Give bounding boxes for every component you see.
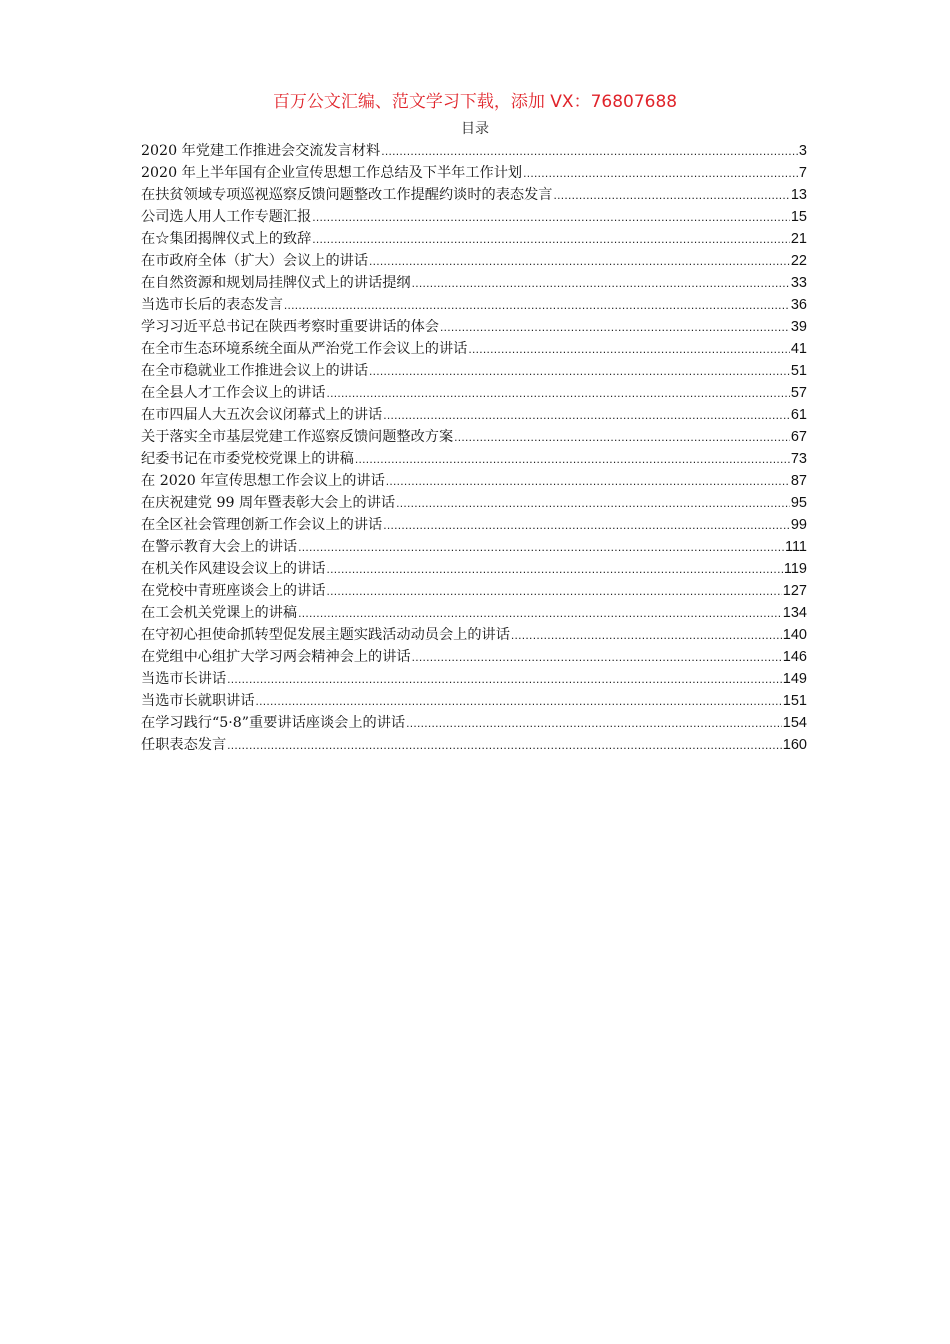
toc-entry-page: 15 xyxy=(790,209,807,225)
dot-leader xyxy=(369,360,790,382)
toc-entry-title: 在☆集团揭牌仪式上的致辞 xyxy=(141,231,312,247)
dot-leader xyxy=(326,558,782,580)
toc-entry-page: 36 xyxy=(790,297,807,313)
dot-leader xyxy=(511,624,782,646)
toc-entry[interactable] xyxy=(141,272,807,294)
toc-entry-title: 在全市稳就业工作推进会议上的讲话 xyxy=(141,363,369,379)
toc-entry-title: 在全县人才工作会议上的讲话 xyxy=(141,385,326,401)
toc-entry-title: 在机关作风建设会议上的讲话 xyxy=(141,561,326,577)
toc-entry-page: 160 xyxy=(782,737,807,753)
toc-entry-page: 119 xyxy=(783,561,807,577)
toc-entry-title: 在扶贫领域专项巡视巡察反馈问题整改工作提醒约谈时的表态发言 xyxy=(141,187,553,203)
dot-leader xyxy=(326,580,781,602)
toc-entry[interactable] xyxy=(141,536,807,558)
dot-leader xyxy=(396,492,790,514)
dot-leader xyxy=(355,448,790,470)
toc-entry-title: 关于落实全市基层党建工作巡察反馈问题整改方案 xyxy=(141,429,454,445)
toc-entry-title: 在警示教育大会上的讲话 xyxy=(141,539,298,555)
dot-leader xyxy=(406,712,782,734)
dot-leader xyxy=(227,668,782,690)
toc-entry-page: 140 xyxy=(782,627,807,643)
dot-leader xyxy=(326,382,789,404)
toc-entry[interactable] xyxy=(141,404,807,426)
toc-entry-page: 154 xyxy=(782,715,807,731)
toc-entry-title: 2020 年党建工作推进会交流发言材料 xyxy=(141,143,381,159)
toc-heading: 目录 xyxy=(461,121,489,137)
toc-entry-page: 57 xyxy=(790,385,807,401)
toc-entry-page: 146 xyxy=(782,649,807,665)
dot-leader xyxy=(256,690,782,712)
toc-entry[interactable] xyxy=(141,668,807,690)
dot-leader xyxy=(227,734,782,756)
dot-leader xyxy=(383,514,790,536)
toc-entry[interactable] xyxy=(141,228,807,250)
toc-entry-title: 在庆祝建党 99 周年暨表彰大会上的讲话 xyxy=(141,495,396,511)
toc-entry[interactable] xyxy=(141,250,807,272)
toc-entry-page: 95 xyxy=(790,495,807,511)
toc-entry[interactable] xyxy=(141,338,807,360)
toc-entry[interactable] xyxy=(141,382,807,404)
dot-leader xyxy=(412,272,790,294)
toc-entry[interactable] xyxy=(141,448,807,470)
toc-entry[interactable] xyxy=(141,712,807,734)
toc-entry-title: 在全区社会管理创新工作会议上的讲话 xyxy=(141,517,383,533)
toc-entry[interactable] xyxy=(141,206,807,228)
toc-entry-title: 当选市长讲话 xyxy=(141,671,227,687)
dot-leader xyxy=(381,140,798,162)
toc-entry-page: 22 xyxy=(790,253,807,269)
toc-entry-page: 151 xyxy=(782,693,807,709)
toc-entry-page: 7 xyxy=(798,165,807,181)
toc-entry[interactable] xyxy=(141,624,807,646)
dot-leader xyxy=(284,294,790,316)
toc-entry[interactable] xyxy=(141,140,807,162)
toc-entry-title: 任职表态发言 xyxy=(141,737,227,753)
dot-leader xyxy=(468,338,790,360)
toc-entry[interactable] xyxy=(141,360,807,382)
toc-entry-title: 在守初心担使命抓转型促发展主题实践活动动员会上的讲话 xyxy=(141,627,510,643)
toc-entry-title: 在市四届人大五次会议闭幕式上的讲话 xyxy=(141,407,383,423)
toc-entry-title: 在党组中心组扩大学习两会精神会上的讲话 xyxy=(141,649,411,665)
toc-entry-title: 公司选人用人工作专题汇报 xyxy=(141,209,312,225)
toc-entry-page: 134 xyxy=(782,605,807,621)
toc-entry[interactable] xyxy=(141,294,807,316)
toc-entry-page: 13 xyxy=(790,187,807,203)
toc-entry[interactable] xyxy=(141,646,807,668)
toc-entry-title: 学习习近平总书记在陕西考察时重要讲话的体会 xyxy=(141,319,439,335)
dot-leader xyxy=(312,228,790,250)
toc-entry-page: 21 xyxy=(790,231,807,247)
dot-leader xyxy=(386,470,790,492)
toc-entry-title: 纪委书记在市委党校党课上的讲稿 xyxy=(141,451,354,467)
toc-entry-page: 87 xyxy=(790,473,807,489)
toc-entry-page: 67 xyxy=(790,429,807,445)
dot-leader xyxy=(523,162,798,184)
dot-leader xyxy=(312,206,790,228)
toc-entry[interactable] xyxy=(141,426,807,448)
toc-entry-title: 在工会机关党课上的讲稿 xyxy=(141,605,298,621)
toc-entry-page: 111 xyxy=(784,539,807,555)
toc-entry-page: 3 xyxy=(798,143,807,159)
toc-entry[interactable] xyxy=(141,558,807,580)
toc-entry[interactable] xyxy=(141,514,807,536)
toc-entry-title: 在自然资源和规划局挂牌仪式上的讲话提纲 xyxy=(141,275,411,291)
toc-entry[interactable] xyxy=(141,316,807,338)
toc-entry[interactable] xyxy=(141,184,807,206)
toc-entry-title: 在全市生态环境系统全面从严治党工作会议上的讲话 xyxy=(141,341,468,357)
toc-entry-title: 当选市长就职讲话 xyxy=(141,693,255,709)
dot-leader xyxy=(369,250,790,272)
toc-entry-page: 73 xyxy=(790,451,807,467)
toc-entry-page: 39 xyxy=(790,319,807,335)
toc-entry-page: 61 xyxy=(790,407,807,423)
toc-entry-page: 149 xyxy=(782,671,807,687)
toc-entry[interactable] xyxy=(141,580,807,602)
dot-leader xyxy=(298,536,784,558)
watermark-banner: 百万公文汇编、范文学习下载，添加 VX：76807688 xyxy=(272,92,678,112)
toc-entry-page: 127 xyxy=(782,583,807,599)
toc-entry-page: 51 xyxy=(790,363,807,379)
toc-entry[interactable] xyxy=(141,734,807,756)
toc-entry-title: 在党校中青班座谈会上的讲话 xyxy=(141,583,326,599)
toc-entry[interactable] xyxy=(141,162,807,184)
toc-entry-title: 2020 年上半年国有企业宣传思想工作总结及下半年工作计划 xyxy=(141,165,523,181)
table-of-contents xyxy=(141,140,807,756)
toc-entry[interactable] xyxy=(141,602,807,624)
toc-entry-page: 41 xyxy=(790,341,807,357)
dot-leader xyxy=(412,646,782,668)
toc-entry-title: 在 2020 年宣传思想工作会议上的讲话 xyxy=(141,473,385,489)
toc-entry[interactable] xyxy=(141,492,807,514)
dot-leader xyxy=(383,404,790,426)
toc-entry-title: 在学习践行“5·8”重要讲话座谈会上的讲话 xyxy=(141,715,406,731)
toc-entry-page: 99 xyxy=(790,517,807,533)
toc-entry-title: 当选市长后的表态发言 xyxy=(141,297,283,313)
dot-leader xyxy=(298,602,782,624)
dot-leader xyxy=(553,184,789,206)
toc-entry[interactable] xyxy=(141,470,807,492)
dot-leader xyxy=(454,426,790,448)
dot-leader xyxy=(440,316,790,338)
toc-entry-title: 在市政府全体（扩大）会议上的讲话 xyxy=(141,253,369,269)
toc-entry-page: 33 xyxy=(790,275,807,291)
toc-entry[interactable] xyxy=(141,690,807,712)
